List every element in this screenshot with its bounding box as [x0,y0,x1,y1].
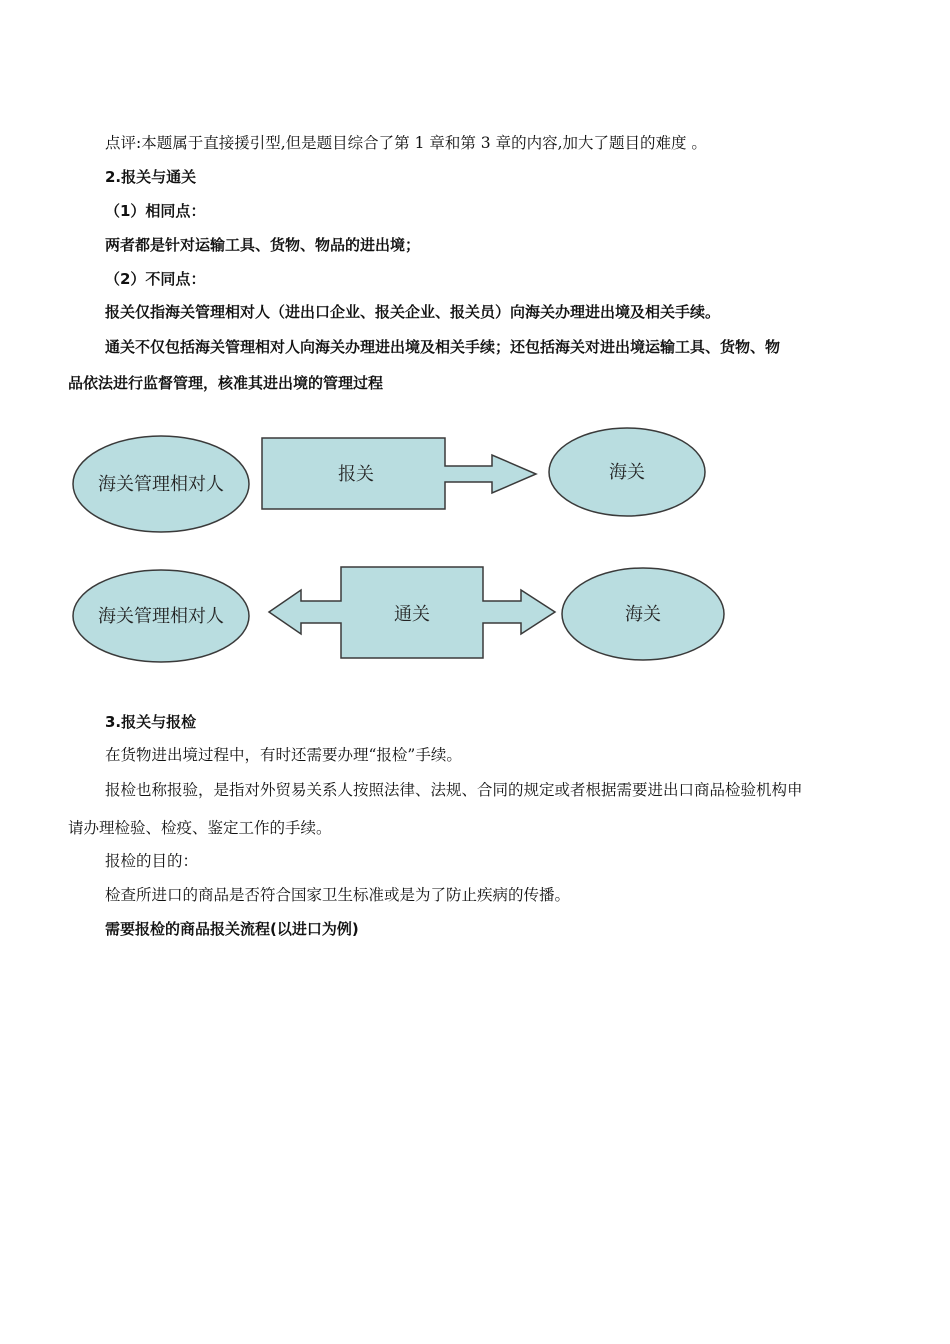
difference-text-1: 报关仅指海关管理相对人（进出口企业、报关企业、报关员）向海关办理进出境及相关手续。 [105,303,721,321]
row2-customs-label: 海关 [625,604,661,625]
subheading-difference: （2）不同点： [105,270,206,288]
inspection-purpose-label: 报检的目的： [105,852,199,870]
row2-party-label: 海关管理相对人 [98,606,224,627]
difference-text-2-cont: 品依法进行监督管理，核准其进出境的管理过程 [68,374,384,392]
difference-text-2: 通关不仅包括海关管理相对人向海关办理进出境及相关手续；还包括海关对进出境运输工具、货物、物 [105,338,781,356]
row1-customs-label: 海关 [609,462,645,483]
subheading-similarity: （1）相同点： [105,202,206,220]
inspection-intro: 在货物进出境过程中，有时还需要办理“报检”手续。 [105,746,462,764]
review-comment: 点评:本题属于直接援引型,但是题目综合了第 1 章和第 3 章的内容,加大了题目的难度 。 [105,134,707,152]
row2-clearance-label: 通关 [394,604,430,625]
similarity-text: 两者都是针对运输工具、货物、物品的进出境； [105,236,421,254]
inspection-flow-heading: 需要报检的商品报关流程(以进口为例) [105,920,359,938]
row1-declare-label: 报关 [338,464,374,485]
section-heading-2: 2.报关与通关 [105,168,197,186]
inspection-definition-2: 请办理检验、检疫、鉴定工作的手续。 [68,819,332,837]
inspection-definition-1: 报检也称报验，是指对外贸易关系人按照法律、法规、合同的规定或者根据需要进出口商品检验机构申 [105,781,803,799]
row1-declare-arrow [262,438,536,509]
section-heading-3: 3.报关与报检 [105,713,197,731]
inspection-purpose-text: 检查所进口的商品是否符合国家卫生标准或是为了防止疾病的传播。 [105,886,571,904]
row1-party-label: 海关管理相对人 [98,474,224,495]
